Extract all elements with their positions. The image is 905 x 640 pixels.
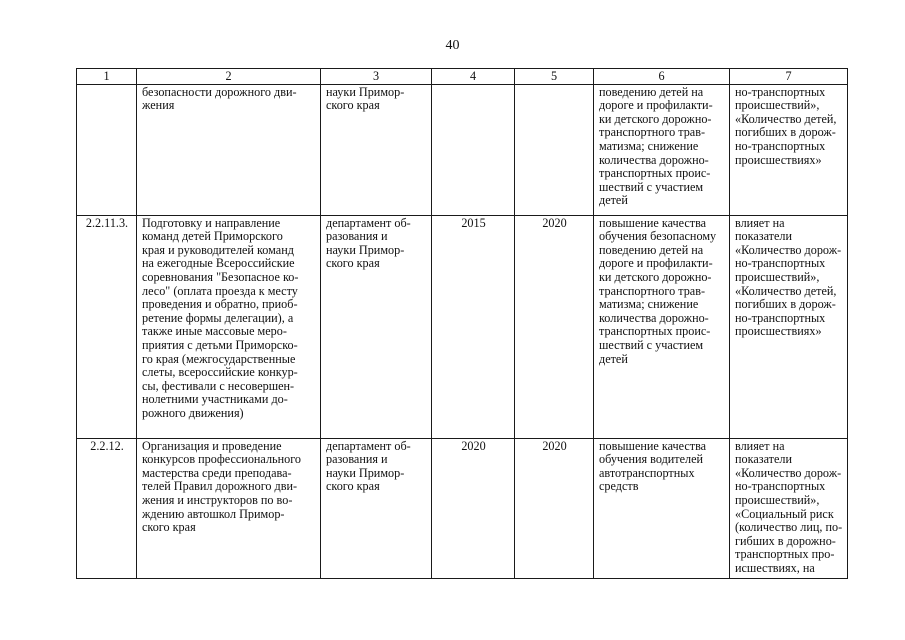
activity-description: Организация и проведение конкурсов профессионального мастерства среди преподава- телей Правил дорожного дви- жения и инструкторов по во- ждению автошкол Примор- ского края <box>137 438 321 578</box>
start-year <box>432 84 515 215</box>
end-year: 2020 <box>515 215 594 438</box>
table-row <box>77 84 848 215</box>
table-row <box>77 438 848 578</box>
executor: департамент об- разования и науки Примор- ского края <box>321 215 432 438</box>
column-header: 3 <box>321 69 432 85</box>
end-year: 2020 <box>515 438 594 578</box>
column-header: 4 <box>432 69 515 85</box>
table-row <box>77 215 848 438</box>
executor: департамент об- разования и науки Примор- ского края <box>321 438 432 578</box>
column-header: 6 <box>594 69 730 85</box>
table-header-row <box>77 69 848 85</box>
indicator-relation: но-транспортных происшествий», «Количество детей, погибших в дорож- но-транспортных происшествиях» <box>730 84 848 215</box>
page-number: 40 <box>445 38 460 53</box>
expected-result: повышение качества обучения водителей автотранспортных средств <box>594 438 730 578</box>
start-year: 2015 <box>432 215 515 438</box>
start-year: 2020 <box>432 438 515 578</box>
program-activities-table <box>76 68 848 579</box>
expected-result: повышение качества обучения безопасному поведению детей на дороге и профилакти- ки детского дорожно- транспортного трав- матизма; снижение количества дорожно- транспортных проис- шествий с участием детей <box>594 215 730 438</box>
indicator-relation: влияет на показатели «Количество дорож- но-транспортных происшествий», «Социальный риск (количество лиц, по- гибших в дорожно- транспортных про- исшествиях, на <box>730 438 848 578</box>
item-number: 2.2.11.3. <box>77 215 137 438</box>
column-header: 2 <box>137 69 321 85</box>
indicator-relation: влияет на показатели «Количество дорож- но-транспортных происшествий», «Количество детей, погибших в дорож- но-транспортных происшествиях» <box>730 215 848 438</box>
item-number: 2.2.12. <box>77 438 137 578</box>
executor: науки Примор- ского края <box>321 84 432 215</box>
activity-description: безопасности дорожного дви- жения <box>137 84 321 215</box>
column-header: 1 <box>77 69 137 85</box>
activity-description: Подготовку и направление команд детей Приморского края и руководителей команд на ежегодные Всероссийские соревнования "Безопасное ко- лесо" (оплата проезда к месту проведения и обратно, приоб- ретение формы делегации), а также иные массовые меро- приятия с детьми Приморско- го края (межгосударственные слеты, всероссийские конкур- сы, фестивали с несовершен- нолетними участниками до- рожного движения) <box>137 215 321 438</box>
expected-result: поведению детей на дороге и профилакти- ки детского дорожно- транспортного трав- матизма; снижение количества дорожно- транспортных проис- шествий с участием детей <box>594 84 730 215</box>
column-header: 5 <box>515 69 594 85</box>
item-number <box>77 84 137 215</box>
column-header: 7 <box>730 69 848 85</box>
end-year <box>515 84 594 215</box>
